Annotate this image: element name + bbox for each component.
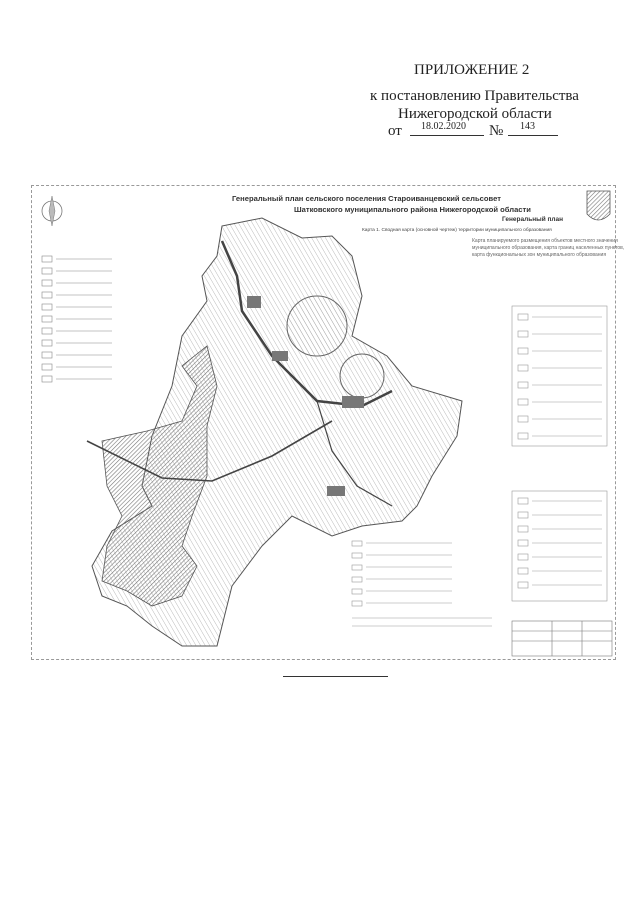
- map-description-2: муниципального образования, карта границ населенных пунктов,: [472, 245, 625, 251]
- date-label: от: [388, 123, 402, 139]
- coat-of-arms-icon: [587, 191, 610, 220]
- legend-left: [42, 256, 112, 382]
- number-label: №: [489, 123, 504, 139]
- zone-circle-1: [287, 296, 347, 356]
- number-underline: [508, 135, 558, 136]
- settlement-4: [327, 486, 345, 496]
- settlement-2: [272, 351, 288, 361]
- legend-right: [512, 306, 607, 601]
- map-title-line-3: Генеральный план: [502, 216, 564, 223]
- title-block: [512, 621, 612, 656]
- compass-icon: [42, 196, 62, 226]
- appendix-title: ПРИЛОЖЕНИЕ 2: [414, 62, 530, 78]
- decree-line-1: к постановлению Правительства: [370, 88, 579, 104]
- decree-date: 18.02.2020: [421, 121, 466, 132]
- map-description-3: карта функциональных зон муниципального образования: [472, 252, 607, 258]
- decree-line-2: Нижегородской области: [398, 106, 552, 122]
- settlement-3: [342, 396, 364, 408]
- date-underline: [410, 135, 484, 136]
- map-title-line-1: Генеральный план сельского поселения Староиванцевский сельсовет: [232, 194, 501, 203]
- decree-number: 143: [520, 121, 535, 132]
- map-subtitle: Карта 1. Сводная карта (основной чертеж) территории муниципального образования: [362, 228, 552, 233]
- map-title-line-2: Шатковского муниципального района Нижегородской области: [294, 205, 531, 214]
- page-divider: [283, 676, 388, 677]
- map-description-1: Карта планируемого размещения объектов местного значения: [472, 238, 618, 244]
- map-sheet: [31, 185, 625, 660]
- settlement-1: [247, 296, 261, 308]
- legend-bottom: [352, 541, 492, 626]
